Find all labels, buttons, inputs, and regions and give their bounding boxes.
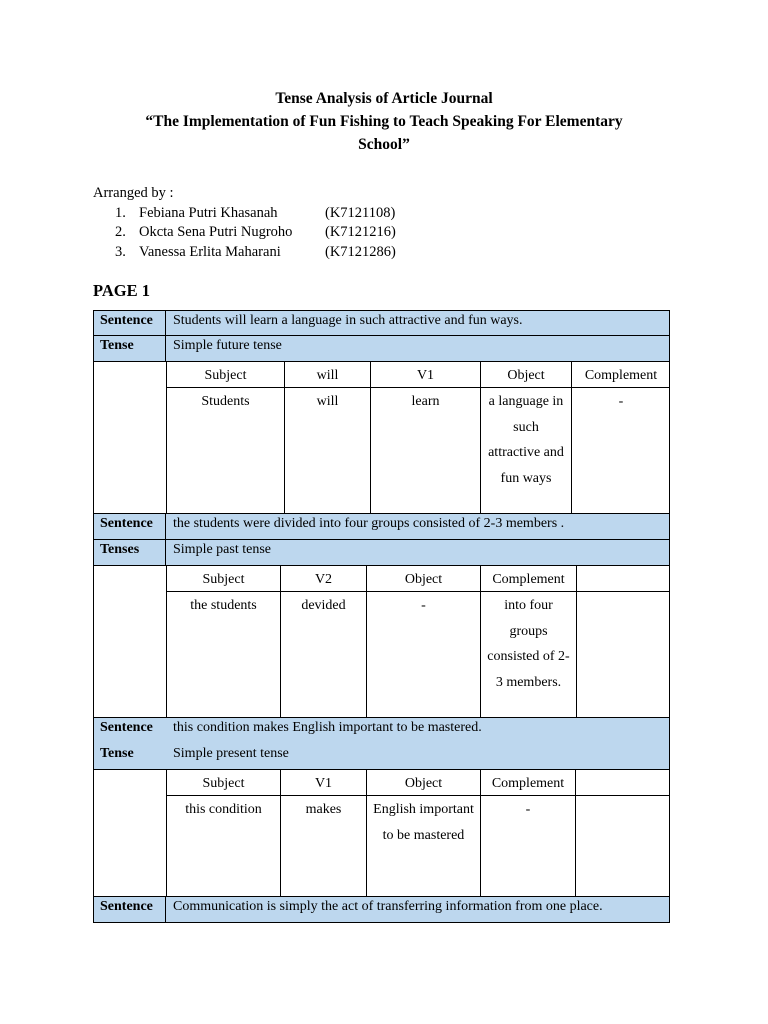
sentence-text: the students were divided into four groups consisted of 2-3 members . (173, 516, 565, 531)
sentence-row (93, 310, 670, 336)
title-line-3: School” (358, 136, 410, 153)
grid-header: Complement (491, 776, 565, 791)
author-name: Okcta Sena Putri Nugroho (139, 224, 293, 240)
grid-header: Object (404, 776, 443, 791)
author-number: 1. (115, 204, 126, 221)
arranged-by-label: Arranged by : (93, 185, 174, 201)
page-heading: PAGE 1 (93, 281, 150, 300)
grid-cell: devided (301, 598, 346, 613)
grid-header: Subject (204, 368, 247, 383)
grid-header: will (316, 368, 339, 383)
grid-cell: - (525, 802, 531, 817)
author-id: (K7121108) (325, 204, 396, 221)
structure-grid (93, 566, 670, 718)
tense-text: Simple future tense (173, 338, 282, 353)
sentence-row (93, 718, 670, 744)
tense-row (93, 540, 670, 566)
grid-cell: will (316, 394, 339, 409)
grid-cell: this condition (185, 802, 262, 817)
sentence-label: Sentence (100, 720, 153, 735)
sentence-text: this condition makes English important to be mastered. (173, 720, 482, 735)
document-title (94, 87, 674, 156)
grid-cell: - (421, 598, 426, 613)
structure-grid (93, 362, 670, 514)
grid-header: Complement (584, 368, 658, 383)
sentence-label: Sentence (94, 897, 166, 922)
sentence-label: Sentence (94, 311, 166, 335)
grid-header: Complement (492, 572, 565, 587)
author-name: Febiana Putri Khasanah (139, 204, 278, 221)
grid-header: Object (507, 368, 545, 383)
grid-cell: English important to be mastered (373, 802, 474, 843)
arranged-by-section (93, 184, 396, 262)
sentence-row (93, 514, 670, 540)
tense-row (93, 336, 670, 362)
author-item (93, 204, 396, 224)
sentence-label: Sentence (94, 514, 166, 539)
author-id: (K7121286) (325, 243, 396, 260)
grid-cell: - (618, 394, 624, 409)
structure-grid (93, 770, 670, 897)
author-number: 3. (115, 243, 126, 260)
grid-header: Subject (202, 776, 245, 791)
grid-cell: into four groups consisted of 2-3 members. (487, 598, 570, 690)
tense-text: Simple past tense (173, 542, 271, 557)
grid-header: V2 (314, 572, 333, 587)
grid-header: Object (404, 572, 443, 587)
grid-header: V1 (416, 368, 435, 383)
tense-label: Tense (94, 336, 166, 361)
tense-analysis-table (93, 310, 670, 923)
author-item (93, 223, 396, 243)
tense-text: Simple present tense (173, 746, 289, 761)
grid-header: V1 (314, 776, 333, 791)
grid-cell: Students (201, 394, 250, 409)
grid-cell: the students (190, 598, 257, 613)
title-line-2: “The Implementation of Fun Fishing to Teach Speaking For Elementary (145, 113, 623, 130)
grid-header: Subject (202, 572, 245, 587)
author-item (93, 243, 396, 263)
tense-label: Tenses (94, 540, 166, 565)
grid-cell: a language in such attractive and fun ways (488, 394, 564, 486)
sentence-row (93, 897, 670, 923)
author-number: 2. (115, 224, 126, 240)
author-id: (K7121216) (325, 224, 396, 240)
grid-cell: makes (305, 802, 342, 817)
tense-row (93, 744, 670, 770)
sentence-text: Students will learn a language in such attractive and fun ways. (173, 313, 523, 328)
sentence-text: Communication is simply the act of transferring information from one place. (173, 899, 603, 914)
title-line-1: Tense Analysis of Article Journal (275, 90, 493, 107)
grid-cell: learn (411, 394, 440, 409)
author-name: Vanessa Erlita Maharani (139, 243, 281, 260)
tense-label: Tense (100, 746, 134, 761)
